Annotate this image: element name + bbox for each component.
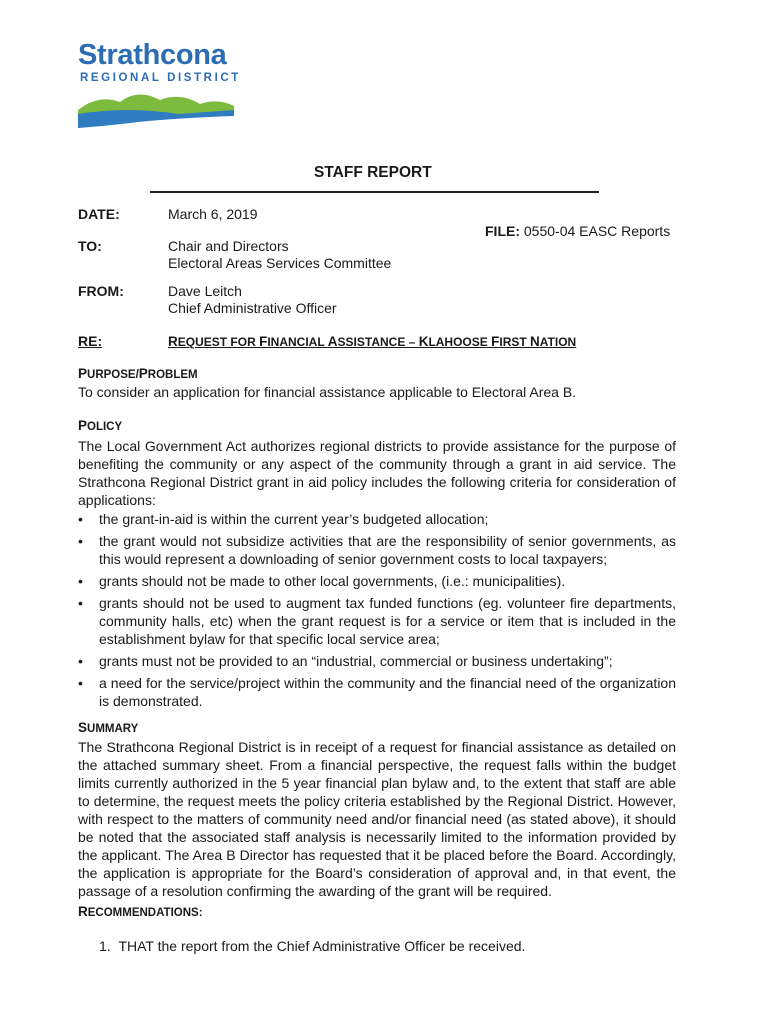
to-label: TO: [78,238,102,254]
date-label: DATE: [78,206,120,222]
list-item: • the grant would not subsidize activities that are the responsibility of senior governments, as this would represent a downloading of senior government costs to local taxpayers; [78,532,676,568]
date-value: March 6, 2019 [168,206,258,222]
logo-landscape-icon [78,84,238,130]
list-item: • the grant-in-aid is within the current year’s budgeted allocation; [78,510,676,528]
to-line-2: Electoral Areas Services Committee [168,255,392,271]
policy-heading: POLICY [78,418,123,433]
to-line-1: Chair and Directors [168,238,289,254]
from-label: FROM: [78,283,124,299]
file-reference [485,223,670,239]
re-subject: REQUEST FOR FINANCIAL ASSISTANCE – KLAHOOSE FIRST NATION [168,334,577,349]
list-item: • a need for the service/project within the community and the financial need of the organization is demonstrated. [78,674,676,710]
title-divider [150,191,599,193]
policy-intro: The Local Government Act authorizes regional districts to provide assistance for the purpose of benefiting the community or any aspect of the community through a grant in aid service. The Strathcona Regional District grant in aid policy includes the following criteria for consideration of applications: [78,438,676,508]
logo-name: Strathcona [78,39,227,71]
file-label: FILE: [485,223,520,239]
strathcona-logo [78,39,241,130]
purpose-heading: PURPOSE/PROBLEM [78,366,198,381]
purpose-text: To consider an application for financial assistance applicable to Electoral Area B. [78,384,577,400]
logo-subtitle: REGIONAL DISTRICT [80,72,241,84]
from-line-2: Chief Administrative Officer [168,300,337,316]
report-title: STAFF REPORT [314,164,432,181]
policy-criteria-list [78,510,676,714]
summary-heading: SUMMARY [78,720,139,735]
recommendations-heading: RECOMMENDATIONS: [78,904,203,919]
summary-text: The Strathcona Regional District is in receipt of a request for financial assistance as detailed on the attached summary sheet. From a financial perspective, the request falls within the budget limits currently authorized in the 5 year financial plan bylaw and, to the extent that staff are able to determine, the request meets the policy criteria established by the Regional District. However, with respect to the matters of community need and/or financial need (as stated above), it should be noted that the associated staff analysis is necessarily limited to the information provided by the applicant. The Area B Director has requested that it be placed before the Board. Accordingly, the application is appropriate for the Board’s consideration of approval and, in that event, the passage of a resolution confirming the awarding of the grant will be required. [78,739,676,899]
re-label: RE: [78,333,103,349]
list-item: • grants should not be used to augment tax funded functions (eg. volunteer fire departments, community halls, etc) when the grant request is for a service or item that is included in the establishment bylaw for that specific local service area; [78,594,676,648]
recommendation-item: 1. THAT the report from the Chief Administrative Officer be received. [99,938,526,954]
file-value: 0550-04 EASC Reports [523,223,671,239]
list-item: • grants should not be made to other local governments, (i.e.: municipalities). [78,572,676,590]
from-line-1: Dave Leitch [168,283,242,299]
list-item: • grants must not be provided to an “industrial, commercial or business undertaking”; [78,652,676,670]
